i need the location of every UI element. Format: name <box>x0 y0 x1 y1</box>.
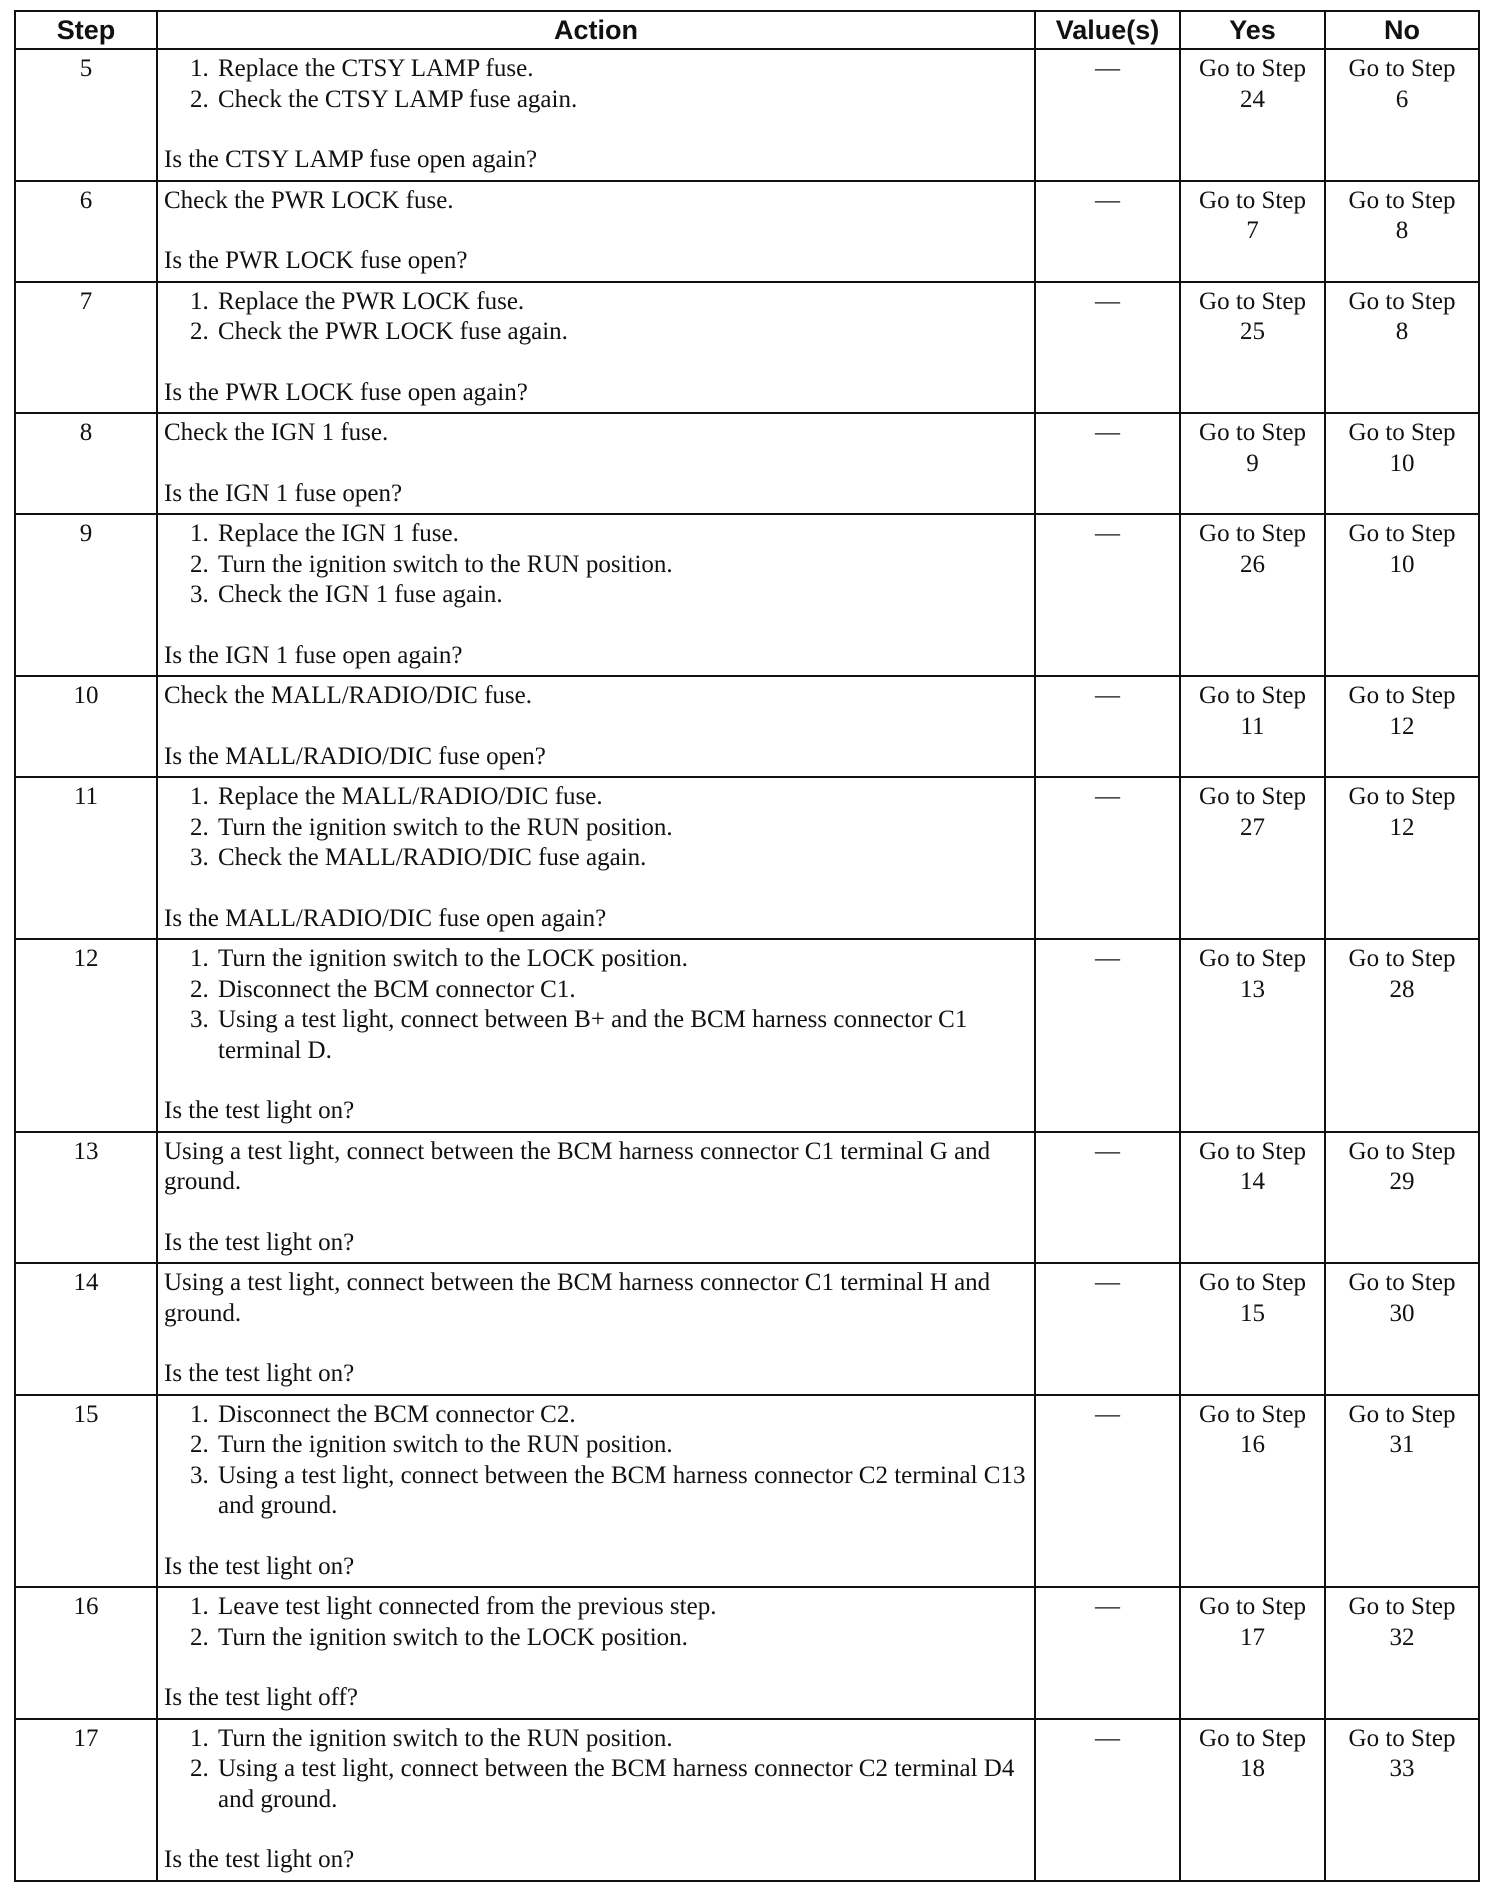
action-cell <box>157 181 1035 282</box>
no-cell <box>1325 1263 1479 1395</box>
value-cell: — <box>1035 282 1180 414</box>
no-cell <box>1325 1719 1479 1881</box>
no-goto-label: Go to Step <box>1348 945 1456 972</box>
no-cell <box>1325 939 1479 1132</box>
no-goto-label: Go to Step <box>1348 1269 1456 1296</box>
yes-goto-step: 13 <box>1240 975 1265 1003</box>
no-goto-step: 10 <box>1389 449 1415 477</box>
table-row <box>15 676 1479 777</box>
no-goto-step: 29 <box>1389 1168 1415 1195</box>
action-step <box>190 813 1028 844</box>
action-step-text: Using a test light, connect between the BCM harness connector C2 terminal C13 and ground. <box>218 1461 1026 1519</box>
yes-cell <box>1180 514 1325 676</box>
action-cell <box>157 939 1035 1132</box>
action-question: Is the IGN 1 fuse open again? <box>164 641 463 669</box>
action-step-text: Replace the PWR LOCK fuse. <box>218 287 525 315</box>
action-step <box>190 1400 1028 1431</box>
action-step-number: 3. <box>190 581 209 608</box>
value-cell: — <box>1035 413 1180 514</box>
yes-cell <box>1180 939 1325 1132</box>
header-values: Value(s) <box>1035 11 1180 49</box>
action-step-number: 1. <box>190 55 209 82</box>
step-number: 15 <box>15 1395 157 1588</box>
yes-goto-label: Go to Step <box>1199 783 1306 810</box>
action-step-number: 2. <box>190 1755 209 1782</box>
table-row <box>15 514 1479 676</box>
action-step-text: Turn the ignition switch to the RUN position. <box>218 550 673 578</box>
yes-goto-label: Go to Step <box>1199 186 1306 214</box>
action-step-number: 2. <box>190 813 209 841</box>
action-steps-list <box>164 944 1028 1066</box>
no-goto-step: 6 <box>1395 85 1409 113</box>
no-goto-step: 8 <box>1395 318 1409 345</box>
value-cell: — <box>1035 49 1180 181</box>
step-number: 9 <box>15 514 157 676</box>
action-step-number: 2. <box>190 975 209 1003</box>
action-step-number: 1. <box>190 1400 209 1428</box>
action-question: Is the test light on? <box>164 1846 355 1873</box>
action-step-text: Turn the ignition switch to the RUN position. <box>218 1724 673 1752</box>
action-question: Is the IGN 1 fuse open? <box>164 479 403 507</box>
value-cell: — <box>1035 1263 1180 1395</box>
step-number: 14 <box>15 1263 157 1395</box>
action-step-number: 1. <box>190 1593 209 1620</box>
yes-cell <box>1180 1395 1325 1588</box>
action-step <box>190 782 1028 813</box>
action-text: Using a test light, connect between the BCM harness connector C1 terminal H and ground. <box>164 1269 991 1327</box>
yes-goto-step: 15 <box>1240 1299 1265 1327</box>
action-question: Is the test light off? <box>164 1684 358 1711</box>
yes-cell <box>1180 1132 1325 1264</box>
action-question: Is the test light on? <box>164 1097 355 1124</box>
action-step <box>190 1005 1028 1066</box>
yes-goto-step: 27 <box>1240 813 1265 841</box>
action-step <box>190 580 1028 611</box>
no-cell <box>1325 1587 1479 1719</box>
no-goto-label: Go to Step <box>1348 1400 1456 1428</box>
yes-cell <box>1180 413 1325 514</box>
yes-goto-label: Go to Step <box>1199 1593 1306 1620</box>
yes-goto-step: 11 <box>1240 712 1265 740</box>
no-cell <box>1325 282 1479 414</box>
yes-goto-label: Go to Step <box>1199 419 1306 446</box>
yes-cell <box>1180 181 1325 282</box>
diagnostic-table <box>14 10 1480 1882</box>
no-goto-step: 12 <box>1389 813 1415 841</box>
action-cell <box>157 413 1035 514</box>
no-goto-label: Go to Step <box>1348 520 1456 547</box>
yes-goto-label: Go to Step <box>1199 520 1306 547</box>
table-row <box>15 939 1479 1132</box>
action-step-text: Turn the ignition switch to the LOCK position. <box>218 945 688 972</box>
table-row <box>15 1719 1479 1881</box>
step-number: 16 <box>15 1587 157 1719</box>
action-question: Is the PWR LOCK fuse open? <box>164 247 468 274</box>
action-cell <box>157 49 1035 181</box>
yes-cell <box>1180 1263 1325 1395</box>
table-row <box>15 777 1479 939</box>
no-goto-step: 8 <box>1395 217 1409 244</box>
action-step <box>190 1754 1028 1815</box>
action-step <box>190 944 1028 975</box>
no-cell <box>1325 676 1479 777</box>
yes-cell <box>1180 282 1325 414</box>
value-cell: — <box>1035 676 1180 777</box>
no-cell <box>1325 1132 1479 1264</box>
action-steps-list <box>164 1724 1028 1816</box>
action-step-text: Turn the ignition switch to the RUN position. <box>218 1431 673 1458</box>
no-goto-label: Go to Step <box>1348 1593 1456 1620</box>
no-goto-label: Go to Step <box>1348 1724 1456 1752</box>
action-step-number: 2. <box>190 318 209 345</box>
header-step: Step <box>15 11 157 49</box>
action-step-number: 1. <box>190 783 209 810</box>
action-step-number: 1. <box>190 1724 209 1752</box>
header-row <box>15 11 1479 49</box>
action-cell <box>157 1263 1035 1395</box>
no-goto-step: 12 <box>1389 712 1415 740</box>
yes-goto-step: 16 <box>1240 1431 1265 1458</box>
action-step-text: Replace the CTSY LAMP fuse. <box>218 55 534 82</box>
action-step <box>190 550 1028 581</box>
no-goto-label: Go to Step <box>1348 783 1456 810</box>
no-cell <box>1325 181 1479 282</box>
yes-cell <box>1180 1719 1325 1881</box>
action-cell <box>157 1587 1035 1719</box>
no-cell <box>1325 514 1479 676</box>
spacer <box>164 348 1028 378</box>
spacer <box>164 1522 1028 1552</box>
action-step-text: Using a test light, connect between B+ and the BCM harness connector C1 terminal D. <box>218 1006 968 1064</box>
action-step-text: Check the PWR LOCK fuse again. <box>218 318 568 345</box>
action-step-text: Check the MALL/RADIO/DIC fuse again. <box>218 844 647 871</box>
spacer <box>164 712 1028 742</box>
action-step <box>190 1430 1028 1461</box>
yes-goto-label: Go to Step <box>1199 287 1306 315</box>
action-step-text: Using a test light, connect between the BCM harness connector C2 terminal D4 and ground. <box>218 1755 1015 1813</box>
table-row <box>15 413 1479 514</box>
table-row <box>15 1132 1479 1264</box>
spacer <box>164 611 1028 641</box>
spacer <box>164 216 1028 246</box>
action-question: Is the PWR LOCK fuse open again? <box>164 378 528 406</box>
no-goto-step: 30 <box>1389 1299 1415 1327</box>
step-number: 6 <box>15 181 157 282</box>
table-row <box>15 282 1479 414</box>
no-goto-label: Go to Step <box>1348 55 1456 82</box>
action-step-number: 3. <box>190 1006 209 1033</box>
yes-cell <box>1180 777 1325 939</box>
step-number: 13 <box>15 1132 157 1264</box>
action-steps-list <box>164 1592 1028 1653</box>
no-cell <box>1325 49 1479 181</box>
yes-goto-step: 17 <box>1240 1623 1265 1651</box>
action-steps-list <box>164 1400 1028 1522</box>
action-step <box>190 1623 1028 1654</box>
yes-goto-label: Go to Step <box>1199 1137 1306 1165</box>
action-step-number: 3. <box>190 844 209 871</box>
value-cell: — <box>1035 1587 1180 1719</box>
action-step-number: 1. <box>190 287 209 315</box>
action-cell <box>157 1719 1035 1881</box>
action-step-text: Check the IGN 1 fuse again. <box>218 581 503 608</box>
action-step-number: 3. <box>190 1461 209 1489</box>
value-cell: — <box>1035 1719 1180 1881</box>
action-step-text: Check the CTSY LAMP fuse again. <box>218 85 578 113</box>
action-steps-list <box>164 519 1028 611</box>
value-cell: — <box>1035 1395 1180 1588</box>
yes-goto-label: Go to Step <box>1199 1269 1306 1296</box>
yes-goto-step: 24 <box>1240 85 1265 113</box>
action-step-number: 2. <box>190 550 209 578</box>
step-number: 5 <box>15 49 157 181</box>
action-question: Is the MALL/RADIO/DIC fuse open? <box>164 742 546 770</box>
value-cell: — <box>1035 514 1180 676</box>
action-text: Check the IGN 1 fuse. <box>164 419 389 446</box>
yes-goto-label: Go to Step <box>1199 945 1306 972</box>
value-cell: — <box>1035 777 1180 939</box>
action-step <box>190 287 1028 318</box>
action-step <box>190 843 1028 874</box>
spacer <box>164 1653 1028 1683</box>
yes-cell <box>1180 676 1325 777</box>
spacer <box>164 449 1028 479</box>
no-cell <box>1325 1395 1479 1588</box>
yes-goto-step: 25 <box>1240 318 1265 345</box>
action-step <box>190 317 1028 348</box>
yes-goto-label: Go to Step <box>1199 682 1306 709</box>
action-cell <box>157 676 1035 777</box>
action-question: Is the MALL/RADIO/DIC fuse open again? <box>164 904 607 932</box>
action-step-number: 2. <box>190 1431 209 1458</box>
action-step <box>190 1592 1028 1623</box>
action-question: Is the test light on? <box>164 1360 355 1387</box>
action-step-text: Disconnect the BCM connector C1. <box>218 975 576 1003</box>
action-step-text: Replace the MALL/RADIO/DIC fuse. <box>218 783 603 810</box>
step-number: 10 <box>15 676 157 777</box>
yes-goto-step: 26 <box>1240 550 1265 578</box>
yes-goto-step: 14 <box>1240 1168 1265 1195</box>
action-step-number: 1. <box>190 945 209 972</box>
action-step-number: 1. <box>190 520 209 547</box>
yes-goto-step: 18 <box>1240 1755 1265 1782</box>
no-goto-step: 31 <box>1389 1431 1415 1458</box>
step-number: 11 <box>15 777 157 939</box>
action-text: Check the MALL/RADIO/DIC fuse. <box>164 682 532 709</box>
action-question: Is the test light on? <box>164 1228 355 1256</box>
yes-cell <box>1180 49 1325 181</box>
action-steps-list <box>164 782 1028 874</box>
no-goto-step: 32 <box>1389 1623 1415 1651</box>
action-step-text: Replace the IGN 1 fuse. <box>218 520 459 547</box>
no-goto-label: Go to Step <box>1348 186 1456 214</box>
action-step <box>190 54 1028 85</box>
no-goto-label: Go to Step <box>1348 1137 1456 1165</box>
action-step <box>190 1724 1028 1755</box>
action-step-number: 2. <box>190 85 209 113</box>
action-cell <box>157 777 1035 939</box>
spacer <box>164 874 1028 904</box>
no-cell <box>1325 413 1479 514</box>
action-step-text: Leave test light connected from the previous step. <box>218 1593 717 1620</box>
table-row <box>15 1587 1479 1719</box>
spacer <box>164 1198 1028 1228</box>
action-cell <box>157 514 1035 676</box>
action-step <box>190 85 1028 116</box>
action-step-text: Disconnect the BCM connector C2. <box>218 1400 576 1428</box>
table-row <box>15 49 1479 181</box>
action-step-text: Turn the ignition switch to the LOCK position. <box>218 1623 688 1651</box>
no-cell <box>1325 777 1479 939</box>
yes-goto-step: 9 <box>1246 449 1259 477</box>
table-row <box>15 1263 1479 1395</box>
table-row <box>15 181 1479 282</box>
yes-goto-step: 7 <box>1246 217 1259 244</box>
value-cell: — <box>1035 1132 1180 1264</box>
yes-goto-label: Go to Step <box>1199 1400 1306 1428</box>
no-goto-step: 28 <box>1389 975 1415 1003</box>
action-question: Is the CTSY LAMP fuse open again? <box>164 146 538 173</box>
action-step-text: Turn the ignition switch to the RUN position. <box>218 813 673 841</box>
action-steps-list <box>164 54 1028 115</box>
spacer <box>164 1066 1028 1096</box>
action-question: Is the test light on? <box>164 1552 355 1580</box>
yes-goto-label: Go to Step <box>1199 55 1306 82</box>
table-body <box>15 49 1479 1881</box>
no-goto-label: Go to Step <box>1348 682 1456 709</box>
action-step <box>190 1461 1028 1522</box>
no-goto-label: Go to Step <box>1348 419 1456 446</box>
action-text: Using a test light, connect between the BCM harness connector C1 terminal G and ground. <box>164 1137 991 1195</box>
action-cell <box>157 1132 1035 1264</box>
yes-goto-label: Go to Step <box>1199 1724 1306 1752</box>
action-text: Check the PWR LOCK fuse. <box>164 186 454 214</box>
action-step <box>190 975 1028 1006</box>
spacer <box>164 115 1028 145</box>
action-step <box>190 519 1028 550</box>
no-goto-label: Go to Step <box>1348 287 1456 315</box>
step-number: 12 <box>15 939 157 1132</box>
action-cell <box>157 282 1035 414</box>
value-cell: — <box>1035 939 1180 1132</box>
no-goto-step: 33 <box>1389 1755 1415 1782</box>
step-number: 17 <box>15 1719 157 1881</box>
step-number: 8 <box>15 413 157 514</box>
step-number: 7 <box>15 282 157 414</box>
action-step-number: 2. <box>190 1623 209 1651</box>
table-row <box>15 1395 1479 1588</box>
no-goto-step: 10 <box>1389 550 1415 578</box>
action-cell <box>157 1395 1035 1588</box>
value-cell: — <box>1035 181 1180 282</box>
header-no: No <box>1325 11 1479 49</box>
spacer <box>164 1329 1028 1359</box>
header-yes: Yes <box>1180 11 1325 49</box>
action-steps-list <box>164 287 1028 348</box>
yes-cell <box>1180 1587 1325 1719</box>
spacer <box>164 1815 1028 1845</box>
header-action: Action <box>157 11 1035 49</box>
